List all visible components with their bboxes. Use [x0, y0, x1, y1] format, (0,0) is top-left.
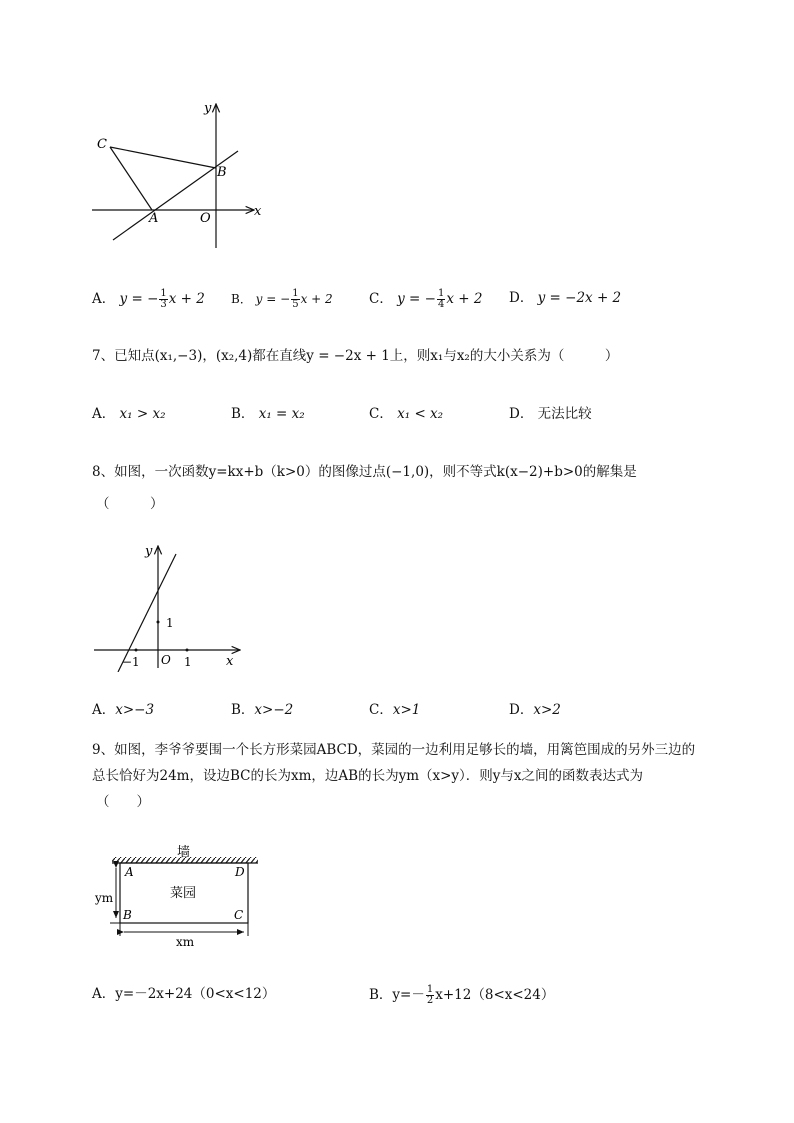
fraction: $\frac{1}{2}$ [426, 984, 434, 1006]
label-one-x: 1 [184, 655, 192, 669]
label-garden: 菜园 [170, 886, 197, 901]
q9-figure [90, 840, 270, 952]
tick-one-x [186, 649, 189, 652]
q6-option-c [369, 289, 482, 310]
option-pre: y = − [119, 291, 159, 307]
label-o: O [161, 653, 171, 667]
option-post: x + 2 [168, 291, 205, 307]
label-d: D [235, 865, 245, 879]
q6-option-a [92, 289, 205, 310]
label-c: C [234, 908, 244, 922]
q8-option-b: B．x>−2 [231, 702, 294, 718]
option-label: B． [231, 292, 252, 306]
q7-option-d: D． 无法比较 [509, 406, 592, 422]
option-post: x + 2 [446, 291, 483, 307]
option-label: A． [92, 291, 116, 307]
q8-option-c: C．x>1 [369, 702, 421, 718]
label-b: B [217, 165, 227, 180]
label-one-y: 1 [166, 616, 174, 630]
q8-figure [90, 540, 250, 672]
fraction: $\frac{1}{4}$ [437, 288, 445, 310]
option-label: C． [369, 291, 393, 307]
label-c: C [97, 137, 107, 152]
q9-option-b: B．y=－ $\frac{1}{2}$ x+12（8<x<24） [369, 984, 555, 1006]
label-ym: ym [95, 891, 114, 905]
label-x: x [226, 654, 234, 669]
option-pre: y = − [255, 292, 291, 306]
label-x: x [254, 204, 262, 219]
label-wall: 墙 [177, 845, 191, 860]
label-y: y [204, 101, 212, 116]
q7-option-a: A． x₁ > x₂ [92, 406, 166, 422]
tick-minus-one [135, 649, 138, 652]
label-a: A [149, 211, 159, 226]
label-a: A [125, 865, 134, 879]
q8-option-d: D．x>2 [509, 702, 561, 718]
q9-stem-line1: 9、如图，李爷爷要围一个长方形菜园ABCD，菜园的一边利用足够长的墙，用篱笆围成的另外三边的 [92, 742, 696, 758]
q7-option-b: B． x₁ = x₂ [231, 406, 305, 422]
q8-option-a: A．x>−3 [92, 702, 155, 718]
option-pre: y = − [397, 291, 436, 307]
q9-option-a: A．y=－2x+24（0<x<12） [92, 986, 276, 1002]
q7-option-c: C． x₁ < x₂ [369, 406, 444, 422]
q7-stem: 7、已知点(x₁,−3)，(x₂,4)都在直线y = −2x + 1上，则x₁与x₂的大小关系为（ ） [92, 348, 619, 364]
option-post: y = −2x + 2 [537, 290, 622, 306]
label-b: B [123, 908, 132, 922]
option-post: x + 2 [300, 292, 333, 306]
fraction: $\frac{1}{5}$ [292, 288, 299, 310]
q6-option-d [509, 289, 621, 307]
q6-option-b [231, 289, 333, 310]
fraction: $\frac{1}{3}$ [160, 288, 167, 310]
label-o: O [200, 211, 211, 226]
q9-blank: （ ） [96, 794, 150, 810]
q9-stem-line2: 总长恰好为24m，设边BC的长为xm，边AB的长为ym（x>y）．则y与x之间的函数表达式为 [92, 768, 644, 784]
q6-figure [88, 98, 278, 258]
segment-ca [110, 147, 152, 210]
segment-cb [110, 147, 216, 168]
q8-stem: 8、如图，一次函数y=kx+b（k>0）的图像过点(−1,0)，则不等式k(x−2)+b>0的解集是 [92, 464, 637, 480]
option-label: D． [509, 290, 534, 306]
label-xm: xm [176, 935, 195, 949]
q8-blank: （ ） [96, 496, 164, 512]
label-y: y [145, 544, 153, 559]
label-minus-one: −1 [122, 655, 140, 669]
tick-one-y [157, 621, 160, 624]
